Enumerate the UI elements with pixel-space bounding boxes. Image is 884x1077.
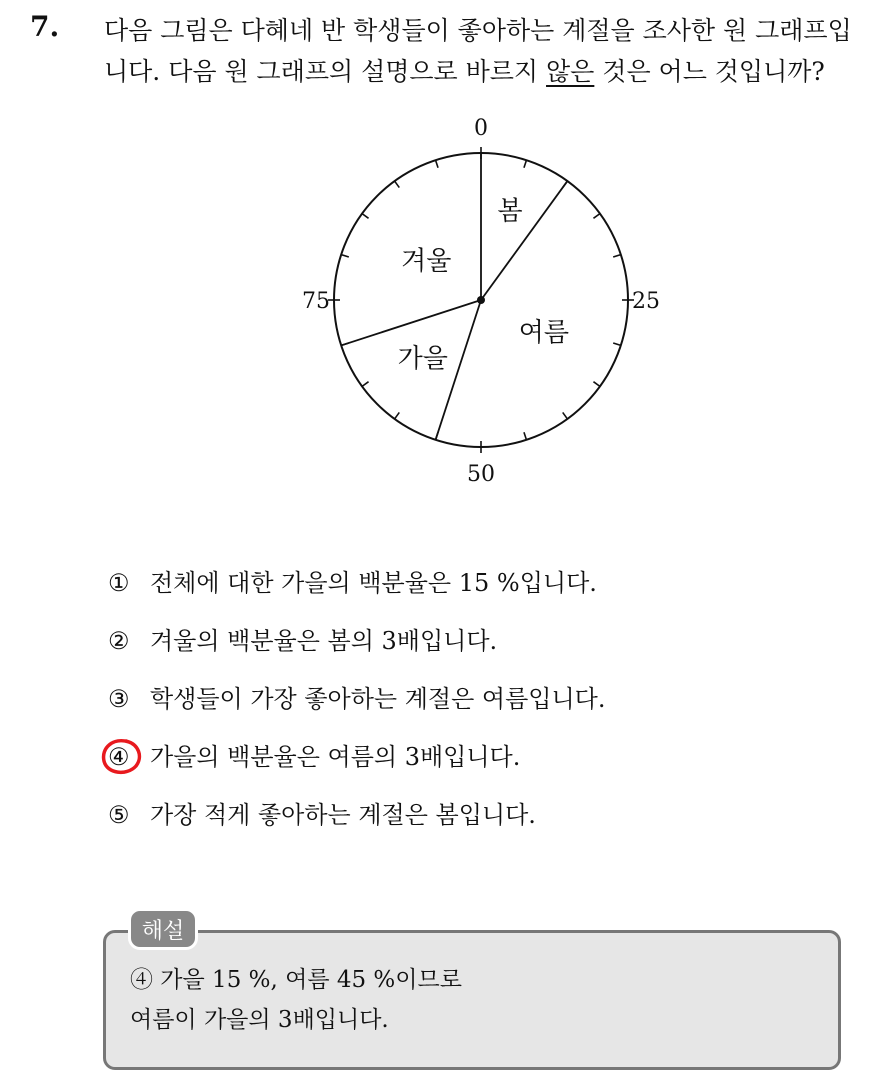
pie-tick-35 <box>593 382 599 387</box>
choice-1-number: ① <box>108 569 130 597</box>
slice-label-spring: 봄 <box>497 196 523 227</box>
question-line-2-post: 것은 어느 것입니까? <box>594 57 825 86</box>
slice-boundary-4 <box>341 300 481 345</box>
pie-tick-5 <box>524 160 526 168</box>
question-line-2-pre: 니다. 다음 원 그래프의 설명으로 바르지 <box>104 57 547 86</box>
explanation-text <box>130 960 462 1040</box>
choice-1-text: 전체에 대한 가을의 백분율은 15 %입니다. <box>150 569 597 597</box>
choice-2[interactable] <box>108 618 605 676</box>
choice-list <box>108 560 605 850</box>
scale-label-25: 25 <box>632 289 660 314</box>
pie-tick-30 <box>613 343 621 345</box>
pie-tick-15 <box>593 214 599 219</box>
choice-2-number: ② <box>108 627 130 655</box>
slice-label-autumn: 가을 <box>397 344 448 375</box>
pie-tick-80 <box>341 255 349 257</box>
question-number: 7. <box>30 10 60 43</box>
choice-4-text: 가을의 백분율은 여름의 3배입니다. <box>150 743 521 771</box>
choice-1[interactable] <box>108 560 605 618</box>
question-line-2 <box>104 51 874 92</box>
question-emphasis: 않은 <box>546 57 595 86</box>
explanation-line-2: 여름이 가을의 3배입니다. <box>130 1007 389 1033</box>
choice-3-number: ③ <box>108 685 130 713</box>
slice-label-summer: 여름 <box>518 318 569 349</box>
answer-circle-mark <box>99 736 143 778</box>
pie-tick-60 <box>395 412 400 418</box>
slice-label-winter: 겨울 <box>401 246 452 277</box>
choice-3-text: 학생들이 가장 좋아하는 계절은 여름입니다. <box>150 685 606 713</box>
scale-label-50: 50 <box>467 462 495 487</box>
choice-5-number: ⑤ <box>108 801 130 829</box>
choice-3[interactable] <box>108 676 605 734</box>
pie-tick-45 <box>524 432 526 440</box>
explanation-tag: 해설 <box>128 908 198 950</box>
season-pie-chart <box>280 115 680 495</box>
choice-2-text: 겨울의 백분율은 봄의 3배입니다. <box>150 627 498 655</box>
choice-5[interactable] <box>108 792 605 850</box>
scale-label-75: 75 <box>302 289 330 314</box>
choice-4-number: ④ <box>108 743 130 771</box>
pie-tick-65 <box>362 382 368 387</box>
pie-tick-40 <box>563 412 568 418</box>
question-line-1: 다음 그림은 다혜네 반 학생들이 좋아하는 계절을 조사한 원 그래프입 <box>104 16 852 45</box>
slice-boundary-2 <box>481 181 567 300</box>
pie-tick-90 <box>395 181 400 187</box>
question-text <box>104 10 874 92</box>
pie-tick-85 <box>362 214 368 219</box>
explanation-line-1: ④ 가을 15 %, 여름 45 %이므로 <box>130 967 462 993</box>
scale-label-0: 0 <box>474 116 488 141</box>
choice-4[interactable] <box>108 734 605 792</box>
pie-center-dot <box>477 296 485 304</box>
pie-tick-95 <box>436 160 438 168</box>
choice-5-text: 가장 적게 좋아하는 계절은 봄입니다. <box>150 801 536 829</box>
pie-tick-20 <box>613 255 621 257</box>
